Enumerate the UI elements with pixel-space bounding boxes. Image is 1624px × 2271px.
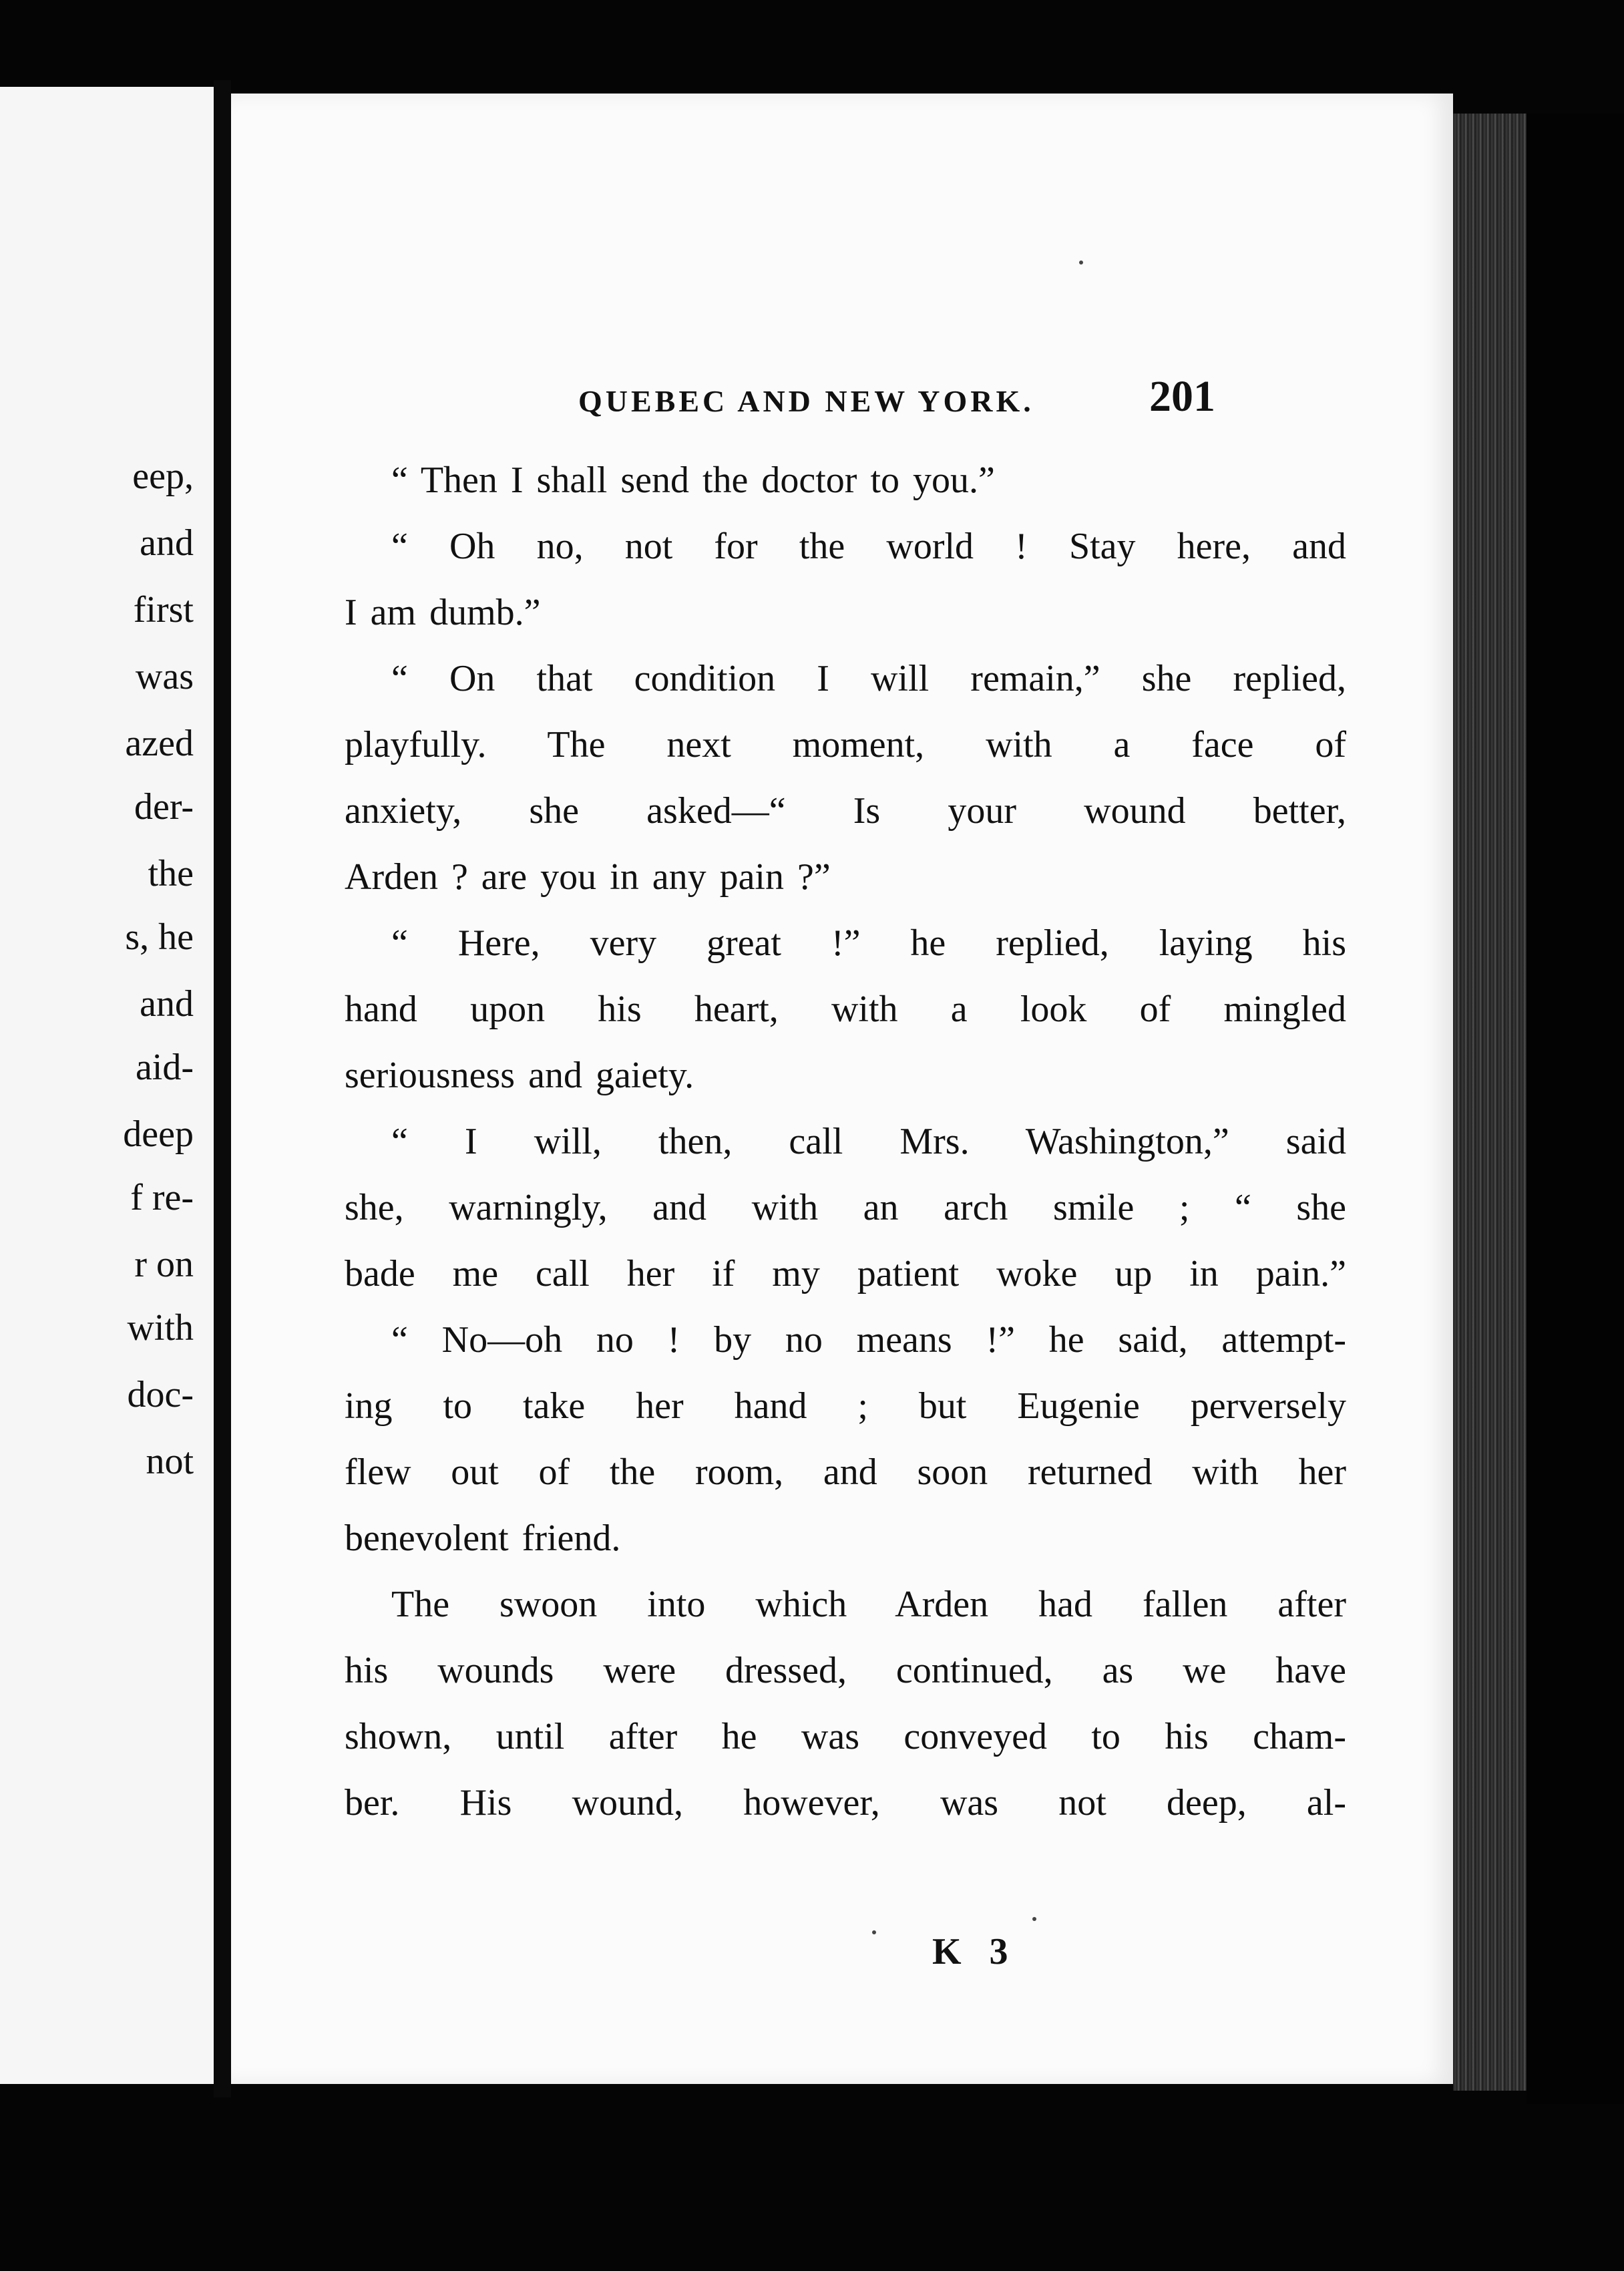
text-line: “ No—oh no ! by no means !” he said, attempt- [391, 1319, 1346, 1361]
previous-page-edge [0, 87, 218, 2084]
scan-speck [1079, 260, 1083, 265]
left-page-fragment: f re- [130, 1177, 194, 1218]
left-page-fragment: aid- [135, 1047, 194, 1088]
text-line: “ Oh no, not for the world ! Stay here, and [391, 526, 1346, 567]
body-text [345, 448, 1346, 1836]
left-page-fragment: eep, [132, 456, 194, 497]
text-line: I am dumb.” [345, 592, 541, 633]
left-page-fragment: r on [134, 1244, 194, 1285]
text-line: benevolent friend. [345, 1518, 621, 1559]
left-page-fragment: doc- [127, 1374, 194, 1415]
page-block-edges [1453, 114, 1527, 2091]
left-page-fragment: s, he [125, 916, 194, 958]
text-line: The swoon into which Arden had fallen after [391, 1584, 1346, 1625]
text-line: she, warningly, and with an arch smile ; “ she [345, 1187, 1346, 1228]
text-line: “ Here, very great !” he replied, laying his [391, 922, 1346, 964]
text-line: “ On that condition I will remain,” she replied, [391, 658, 1346, 699]
text-line: his wounds were dressed, continued, as we have [345, 1650, 1346, 1691]
signature-mark: K 3 [932, 1931, 1018, 1972]
text-line: hand upon his heart, with a look of mingled [345, 989, 1346, 1030]
text-line: “ I will, then, call Mrs. Washington,” said [391, 1121, 1346, 1162]
left-page-fragment: first [133, 589, 194, 631]
text-line: anxiety, she asked—“ Is your wound better, [345, 790, 1346, 832]
page-number: 201 [1149, 372, 1215, 421]
left-page-fragment: the [148, 853, 194, 894]
book-gutter [214, 80, 231, 2097]
scan-speck [872, 1930, 876, 1934]
left-page-fragment: deep [123, 1113, 194, 1155]
running-head [231, 367, 1453, 427]
left-page-fragment: and [140, 522, 194, 564]
left-page-fragment: with [127, 1307, 194, 1349]
left-page-fragment: azed [125, 723, 194, 764]
text-line: “ Then I shall send the doctor to you.” [391, 460, 995, 501]
text-line: shown, until after he was conveyed to his cham- [345, 1716, 1346, 1757]
left-page-fragment: der- [134, 786, 194, 828]
left-page-fragment: was [135, 656, 194, 697]
running-title: QUEBEC AND NEW YORK. [578, 384, 1034, 418]
left-page-fragment: not [146, 1441, 194, 1482]
text-line: playfully. The next moment, with a face of [345, 724, 1346, 765]
text-line: bade me call her if my patient woke up in pain.” [345, 1253, 1346, 1294]
scan-background-right [1527, 114, 1624, 2104]
scan-speck [1032, 1917, 1036, 1921]
text-line: Arden ? are you in any pain ?” [345, 856, 831, 898]
text-line: flew out of the room, and soon returned with her [345, 1451, 1346, 1493]
text-line: ing to take her hand ; but Eugenie perversely [345, 1385, 1346, 1427]
book-page [231, 94, 1453, 2084]
left-page-fragment: and [140, 983, 194, 1025]
text-line: ber. His wound, however, was not deep, al- [345, 1782, 1346, 1823]
text-line: seriousness and gaiety. [345, 1055, 694, 1096]
